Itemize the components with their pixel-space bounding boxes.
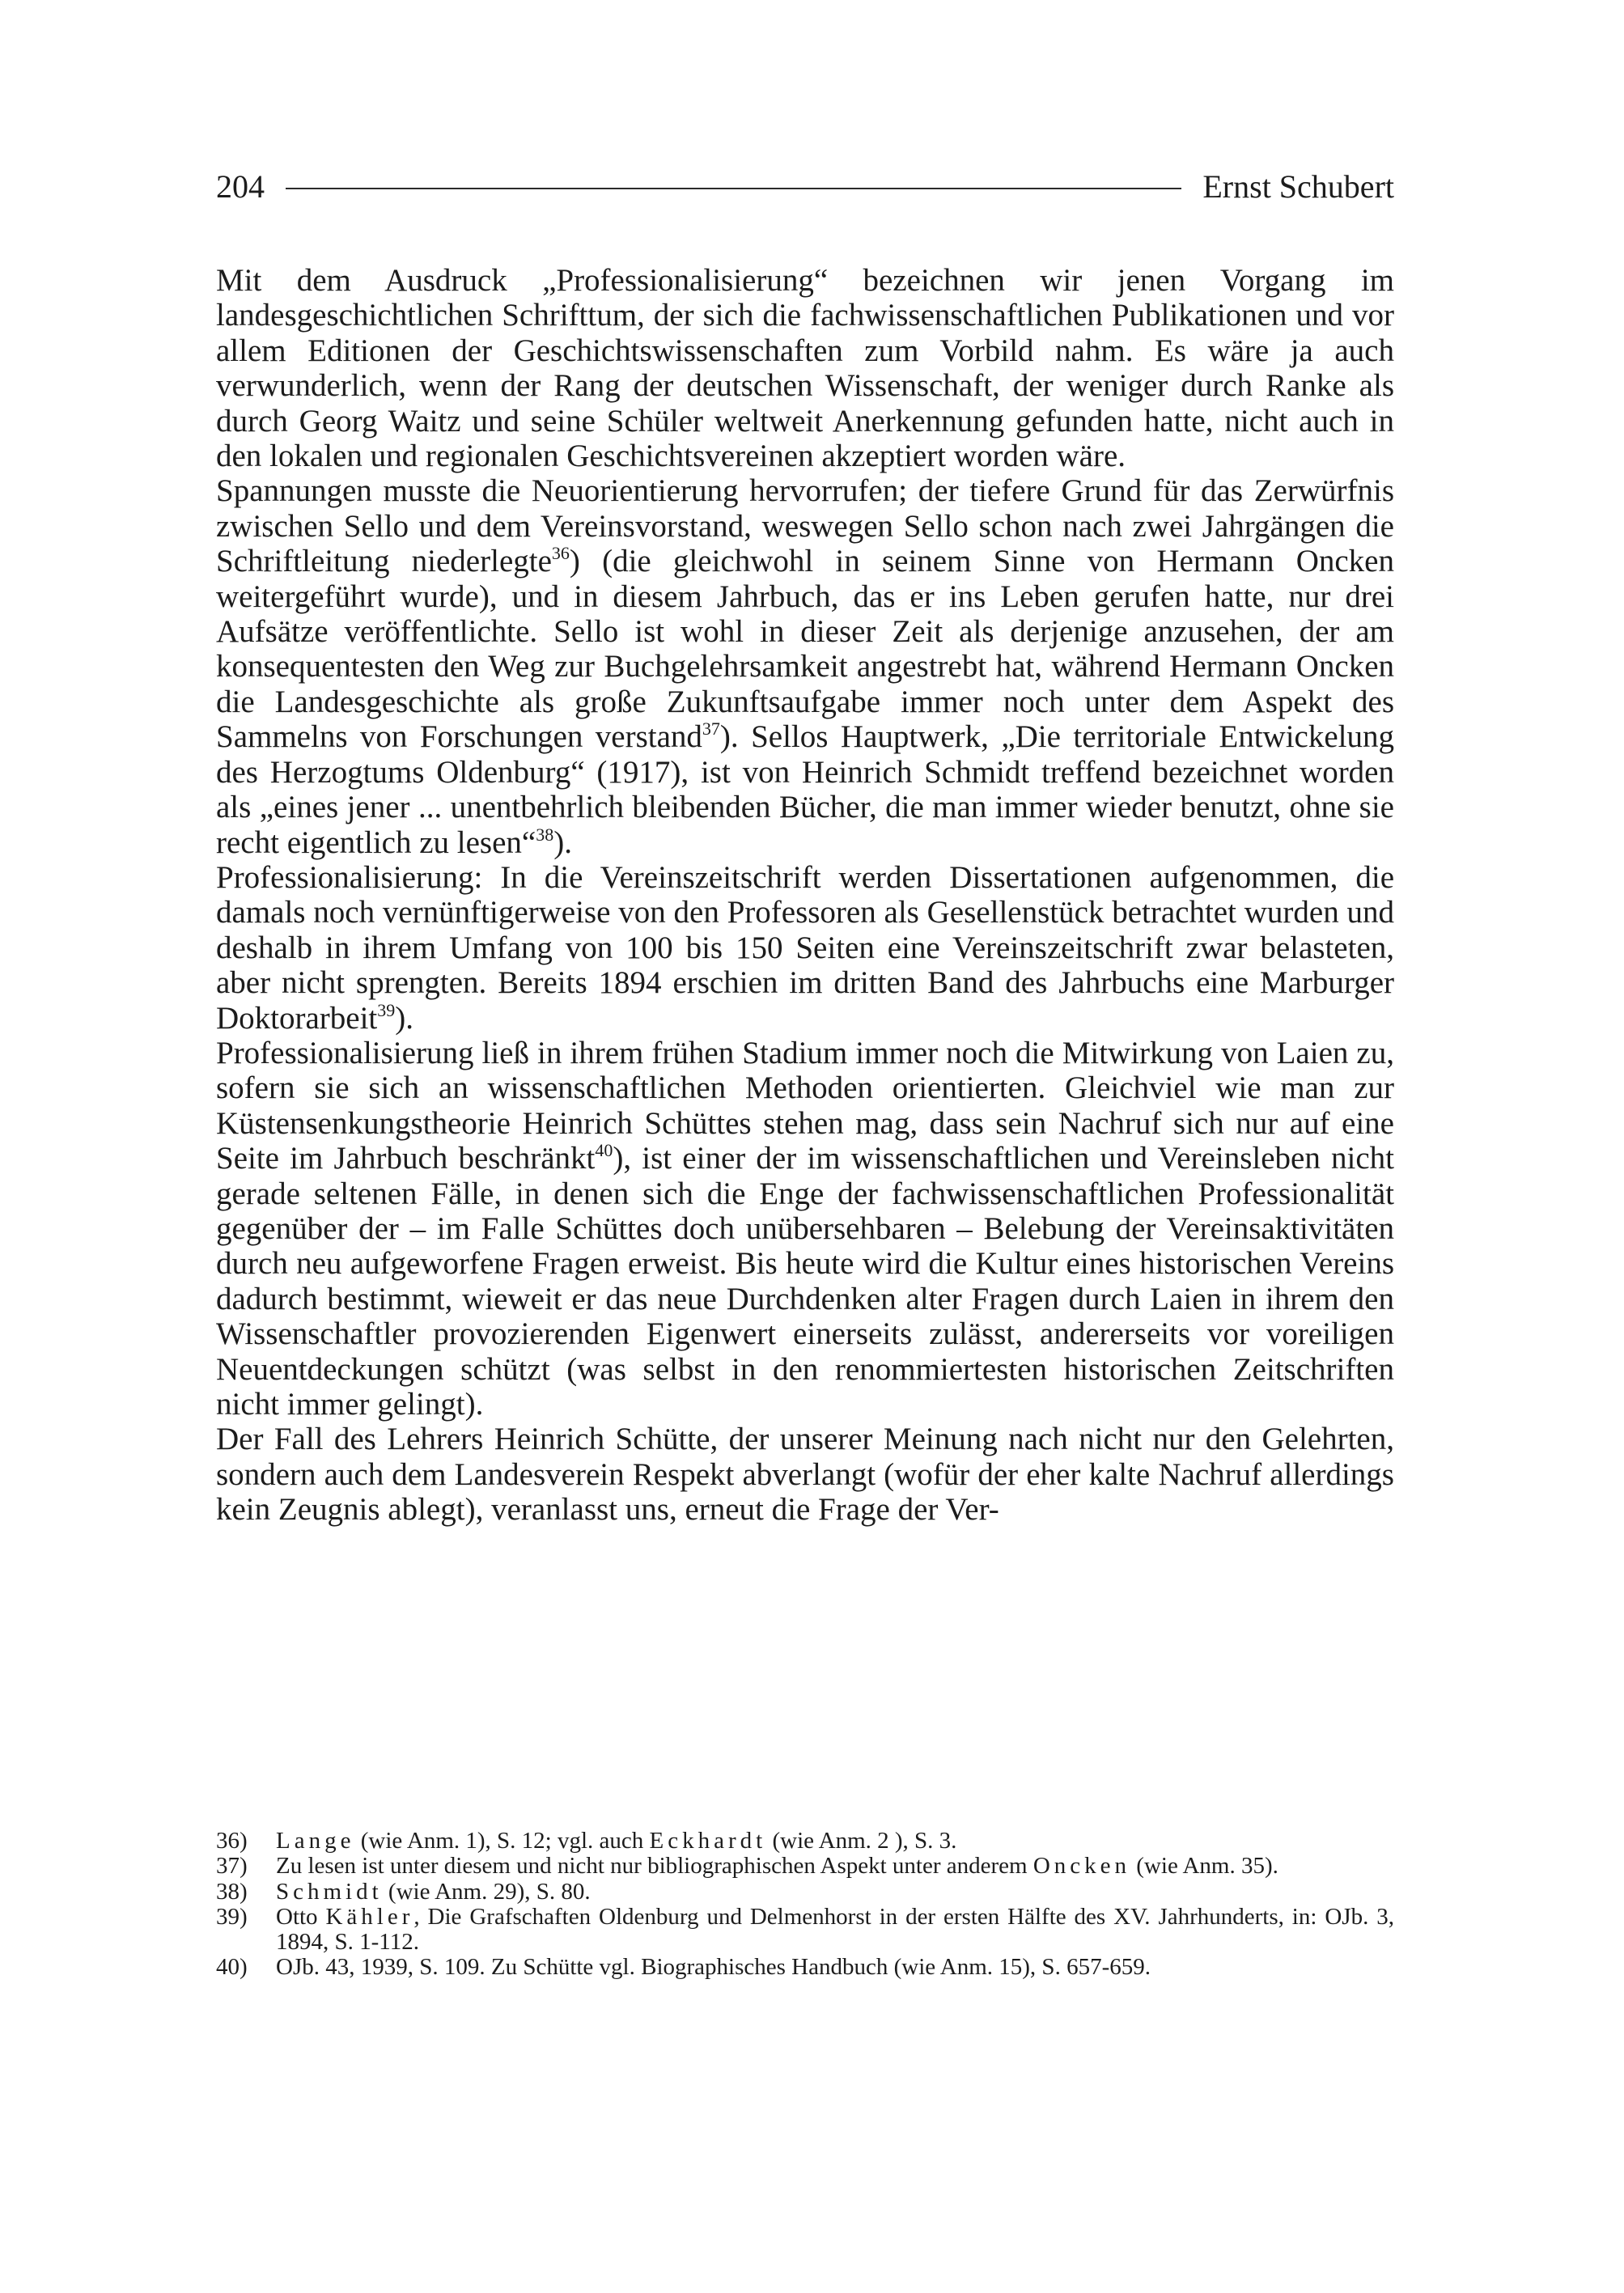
footnote-text: OJb. 43, 1939, S. 109. Zu Schütte vgl. Biographisches Handbuch (wie Anm. 15), S. 657-659. [276, 1954, 1151, 1981]
running-head-author: Ernst Schubert [1202, 167, 1394, 205]
paragraph [216, 473, 1394, 859]
footnote-number: 36) [216, 1828, 248, 1854]
paragraph [216, 860, 1394, 1036]
main-text [216, 263, 1394, 1528]
paragraph-text: ). [553, 824, 572, 860]
footnote-number: 37) [216, 1853, 248, 1880]
footnotes [216, 1829, 1394, 1981]
footnote-text: Otto Kähler, Die Grafschaften Oldenburg und Delmenhorst in der ersten Hälfte des XV. Jahrhunderts, in: OJb. 3, 1894, S. 1-112. [276, 1903, 1394, 1956]
paragraph [216, 263, 1394, 473]
footnote-ref: 39 [377, 999, 396, 1020]
footnote-text: Zu lesen ist unter diesem und nicht nur bibliographischen Aspekt unter anderem Oncken (wie Anm. 35). [276, 1853, 1278, 1880]
footnote-ref: 37 [702, 718, 720, 740]
footnote-number: 40) [216, 1954, 248, 1981]
footnote-number: 38) [216, 1878, 248, 1905]
paragraph-text: Mit dem Ausdruck „Professionalisierung“ bezeichnen wir jenen Vorgang im landesgeschichtlichen Schrifttum, der sich die fachwissenschaftlichen Publikationen und vor allem Editionen der Geschichtswissenschaften zum Vorbild nahm. Es wäre ja auch verwunderlich, wenn der Rang der deutschen Wissenschaft, der weniger durch Ranke als durch Georg Waitz und seine Schüler weltweit Anerkennung gefunden hatte, nicht auch in den lokalen und regionalen Geschichtsvereinen akzeptiert worden wäre. [216, 263, 1394, 474]
running-header [216, 160, 1394, 212]
paragraph-text: ). [395, 1000, 414, 1036]
footnote [216, 1905, 1394, 1956]
footnote-ref: 36 [551, 543, 570, 564]
footnote [216, 1955, 1394, 1980]
footnote-text: Schmidt (wie Anm. 29), S. 80. [276, 1878, 591, 1905]
paragraph-text: ) (die gleichwohl in seinem Sinne von Hermann Oncken weitergeführt wurde), und in diesem Jahrbuch, das er ins Leben gerufen hatte, nur drei Aufsätze veröffentlichte. Sello ist wohl in dieser Zeit als derjenige anzusehen, der am konsequentesten den Weg zur Buchgelehrsamkeit angestrebt hat, während Hermann Oncken die Landesgeschichte als große Zukunftsaufgabe immer noch unter dem Aspekt des Sammelns von Forschungen verstand [216, 544, 1394, 755]
footnote-text: Lange (wie Anm. 1), S. 12; vgl. auch Eckhardt (wie Anm. 2 ), S. 3. [276, 1828, 957, 1854]
paragraph-text: ), ist einer der im wissenschaftlichen und Vereinsleben nicht gerade seltenen Fälle, in denen sich die Enge der fachwissenschaftlichen Professionalität gegenüber der – im Falle Schüttes doch unübersehbaren – Belebung der Vereinsaktivitäten durch neu aufgeworfene Fragen erweist. Bis heute wird die Kultur eines historischen Vereins dadurch bestimmt, wieweit er das neue Durchdenken alter Fragen durch Laien in ihrem den Wissenschaftler provozierenden Eigenwert einerseits zulässt, andererseits vor voreiligen Neuentdeckungen schützt (was selbst in den renommiertesten historischen Zeitschriften nicht immer gelingt). [216, 1141, 1394, 1422]
paragraph-text: Der Fall des Lehrers Heinrich Schütte, der unserer Meinung nach nicht nur den Gelehrten, sondern auch dem Landesverein Respekt abverlangt (wofür der eher kalte Nachruf allerdings kein Zeugnis ablegt), veranlasst uns, erneut die Frage der Ver- [216, 1422, 1394, 1528]
page-number: 204 [216, 167, 265, 205]
paragraph-text: Professionalisierung ließ in ihrem frühen Stadium immer noch die Mitwirkung von Laien zu, sofern sie sich an wissenschaftlichen Methoden orientierten. Gleichviel wie man zur Küstensenkungstheorie Heinrich Schüttes stehen mag, dass sein Nachruf sich nur auf eine Seite im Jahrbuch beschränkt [216, 1035, 1394, 1176]
paragraph [216, 1422, 1394, 1527]
footnote-ref: 38 [536, 824, 554, 845]
footnote-number: 39) [216, 1903, 248, 1930]
paragraph [216, 1036, 1394, 1422]
paragraph-text: Spannungen musste die Neuorientierung hervorrufen; der tiefere Grund für das Zerwürfnis zwischen Sello und dem Vereinsvorstand, weswegen Sello schon nach zwei Jahrgängen die Schriftleitung niederlegte [216, 473, 1394, 579]
footnote [216, 1829, 1394, 1854]
footnote [216, 1880, 1394, 1905]
paragraph-text: Professionalisierung: In die Vereinszeitschrift werden Dissertationen aufgenommen, die damals noch vernünftigerweise von den Professoren als Gesellenstück betrachtet wurden und deshalb in ihrem Umfang von 100 bis 150 Seiten eine Vereinszeitschrift zwar belasteten, aber nicht sprengten. Bereits 1894 erschien im dritten Band des Jahrbuchs eine Marburger Doktorarbeit [216, 859, 1394, 1036]
footnote-ref: 40 [595, 1140, 613, 1161]
paragraph-text: ). Sellos Hauptwerk, „Die territoriale Entwickelung des Herzogtums Oldenburg“ (1917), ist von Heinrich Schmidt treffend bezeichnet worden als „eines jener ... unentbehrlich bleibenden Bücher, die man immer wieder benutzt, ohne sie recht eigentlich zu lesen“ [216, 719, 1394, 860]
header-rule [286, 188, 1181, 189]
footnote [216, 1854, 1394, 1879]
